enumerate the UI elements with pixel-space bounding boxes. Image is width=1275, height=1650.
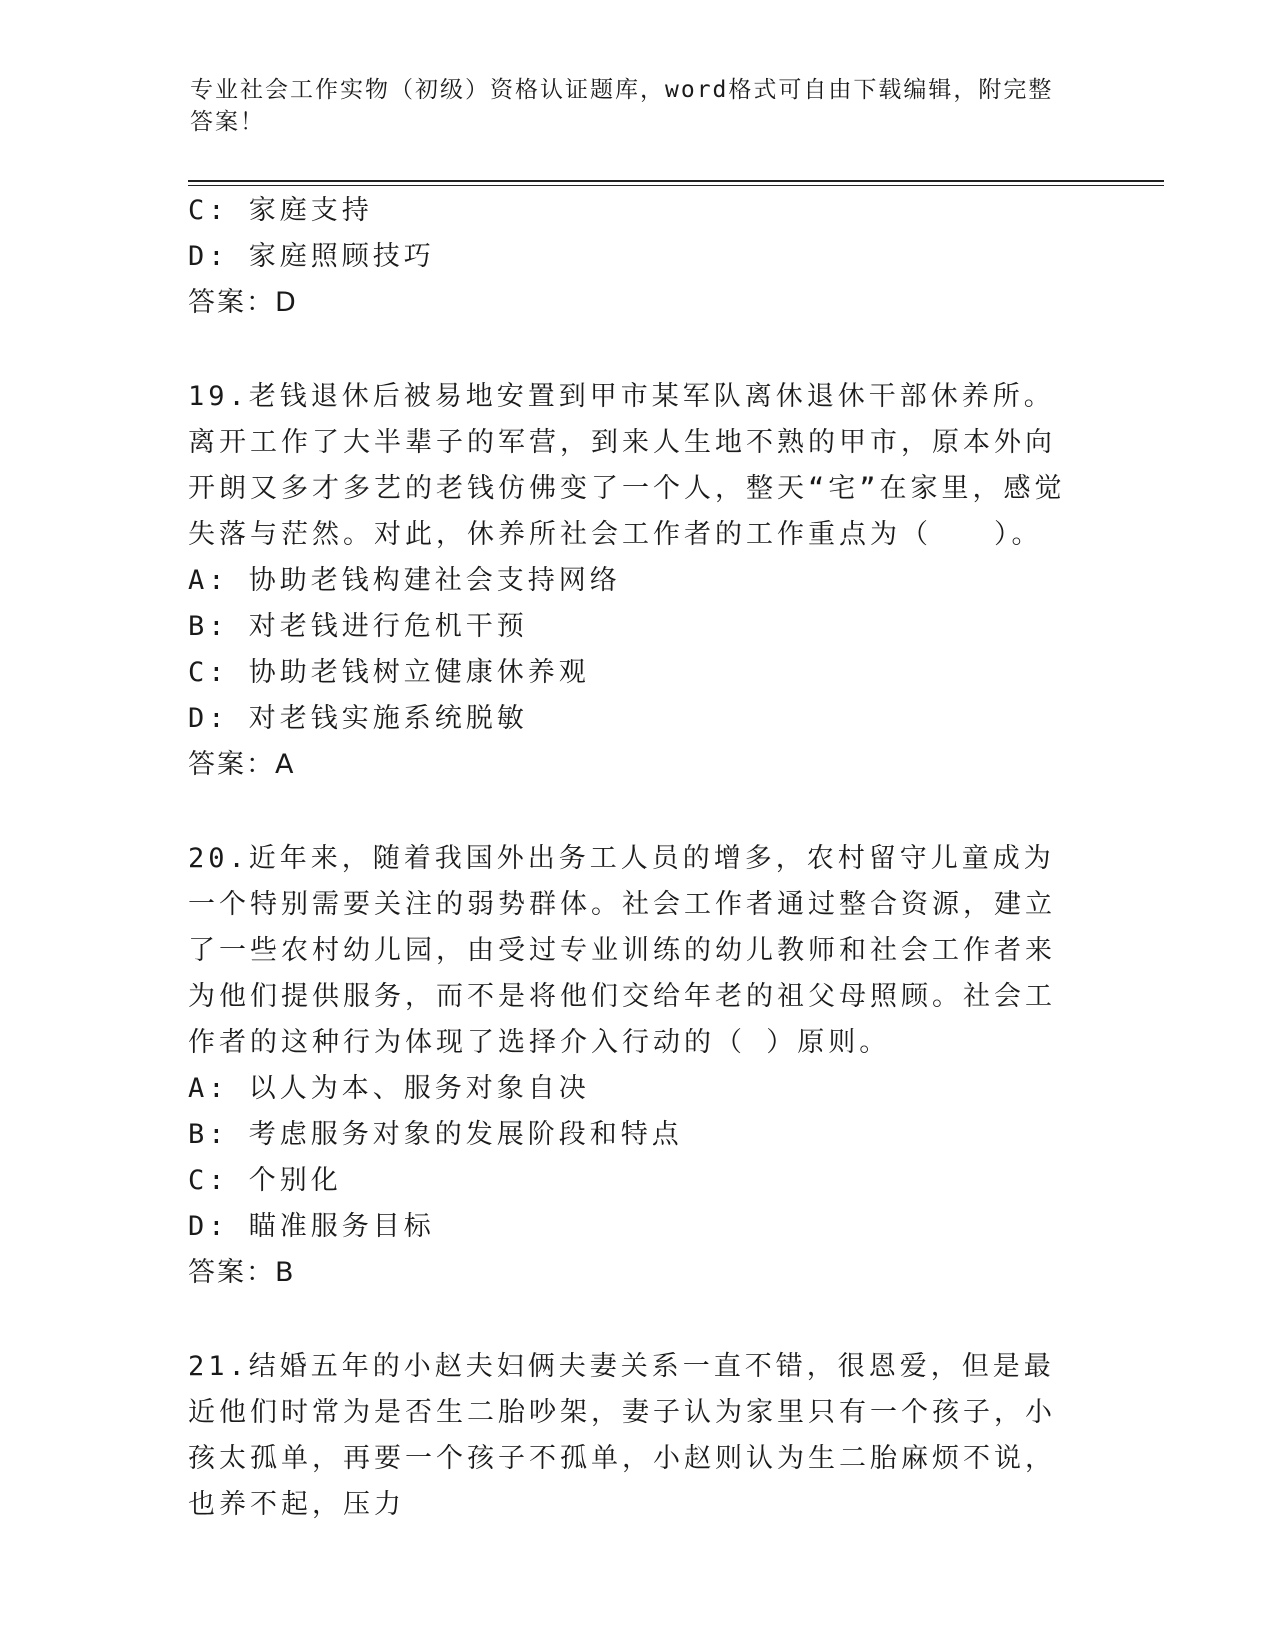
option-c: C: 协助老钱树立健康休养观	[188, 657, 590, 688]
header-rule-thick	[188, 180, 1164, 182]
option-b: B: 对老钱进行危机干预	[188, 611, 528, 642]
option-c: C: 家庭支持	[188, 195, 373, 226]
spacer	[188, 326, 1088, 374]
question-20-stem: 20.近年来，随着我国外出务工人员的增多，农村留守儿童成为一个特别需要关注的弱势群体。社会工作者通过整合资源，建立了一些农村幼儿园，由受过专业训练的幼儿教师和社会工作者来为他们提供服务，而不是将他们交给年老的祖父母照顾。社会工作者的这种行为体现了选择介入行动的（ ）原则。	[188, 843, 1056, 1058]
header-rule-thin	[188, 185, 1164, 186]
answer-line: 答案：D	[188, 287, 298, 318]
answer-line: 答案：A	[188, 749, 296, 780]
option-c: C: 个别化	[188, 1165, 342, 1196]
spacer	[188, 1296, 1088, 1344]
option-d: D: 瞄准服务目标	[188, 1211, 435, 1242]
question-content	[188, 188, 1088, 1528]
question-21-stem: 21.结婚五年的小赵夫妇俩夫妻关系一直不错，很恩爱，但是最近他们时常为是否生二胎吵架，妻子认为家里只有一个孩子，小孩太孤单，再要一个孩子不孤单，小赵则认为生二胎麻烦不说，也养不起，压力	[188, 1351, 1056, 1520]
document-header: 专业社会工作实物（初级）资格认证题库，word格式可自由下载编辑，附完整答案！	[190, 77, 1054, 135]
option-b: B: 考虑服务对象的发展阶段和特点	[188, 1119, 683, 1150]
option-a: A: 以人为本、服务对象自决	[188, 1073, 590, 1104]
option-d: D: 家庭照顾技巧	[188, 241, 435, 272]
answer-line: 答案：B	[188, 1257, 296, 1288]
question-19-stem: 19.老钱退休后被易地安置到甲市某军队离休退休干部休养所。离开工作了大半辈子的军营，到来人生地不熟的甲市，原本外向开朗又多才多艺的老钱仿佛变了一个人，整天“宅”在家里，感觉失落与茫然。对此，休养所社会工作者的工作重点为（ ）。	[188, 381, 1066, 550]
option-d: D: 对老钱实施系统脱敏	[188, 703, 528, 734]
spacer	[188, 788, 1088, 836]
option-a: A: 协助老钱构建社会支持网络	[188, 565, 621, 596]
